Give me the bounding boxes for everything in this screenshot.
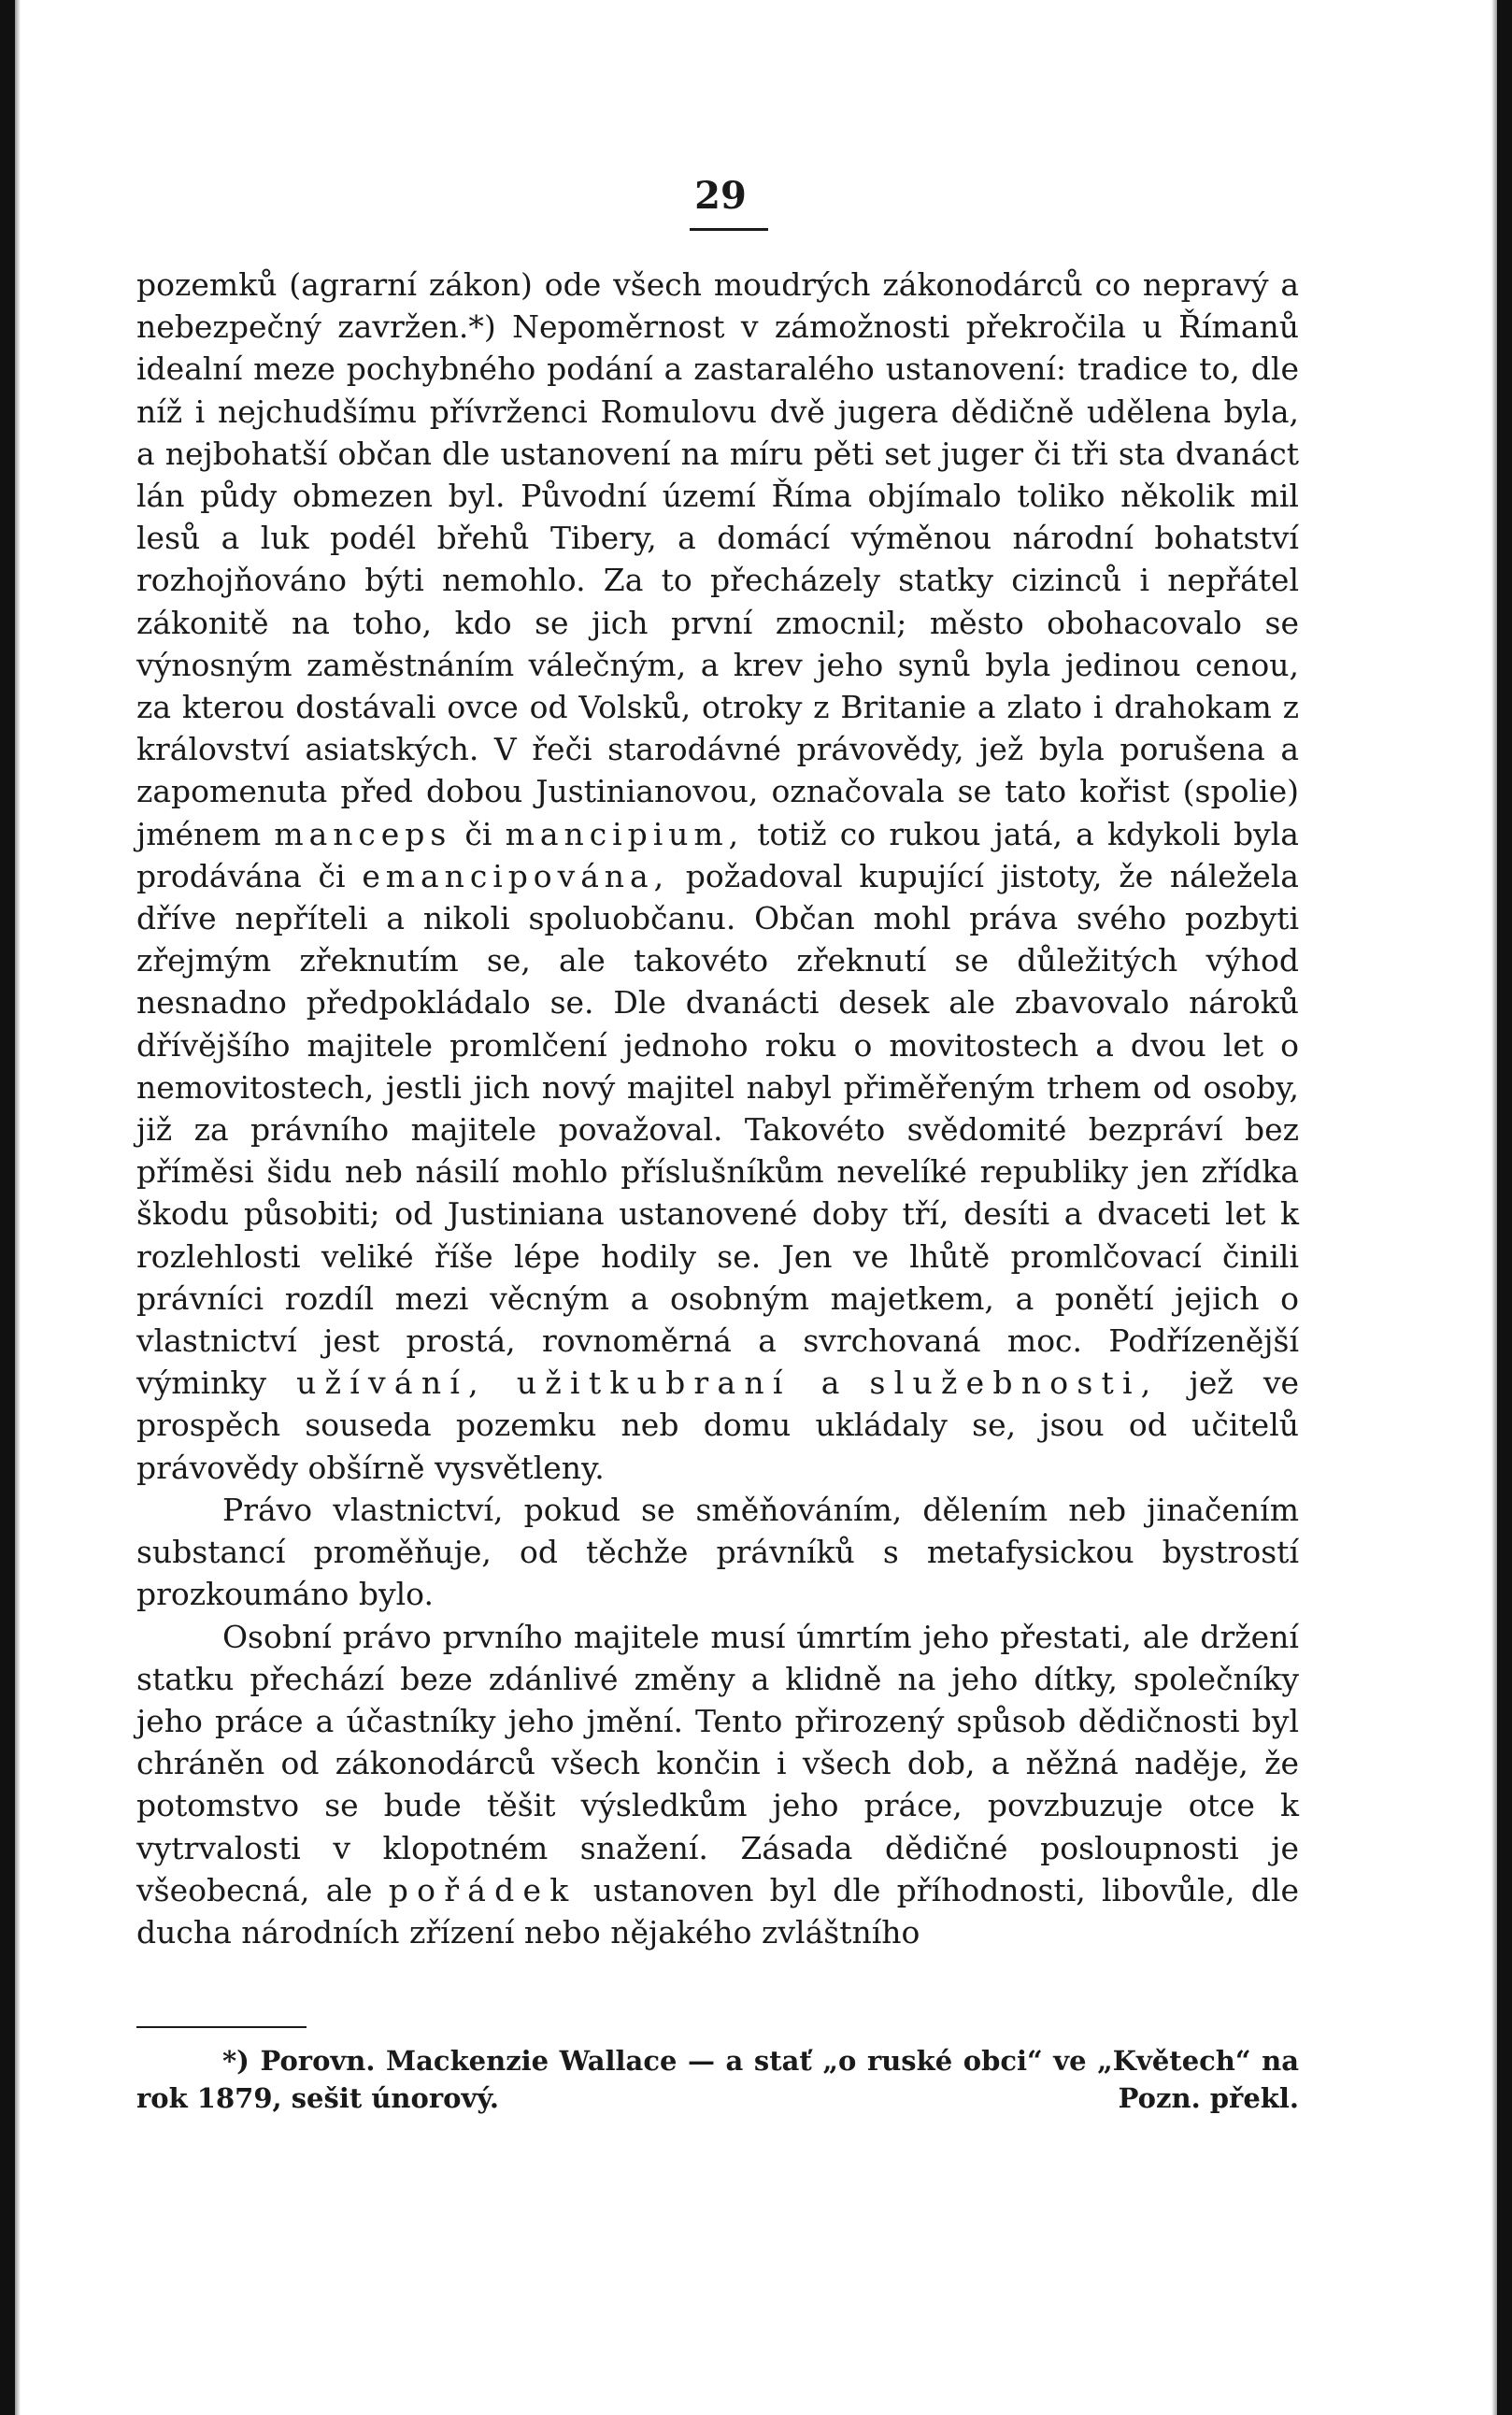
footnote-signature: Pozn. překl. xyxy=(1118,2082,1299,2114)
paragraph-3 xyxy=(136,1616,1299,1954)
footnote xyxy=(136,2042,1299,2117)
page-left-shadow xyxy=(15,0,21,2415)
paragraph-1 xyxy=(136,264,1299,1489)
term-sluzebnosti: služebnosti, xyxy=(869,1365,1160,1402)
paragraph-1-text-c: požadoval kupující jistoty, že náležela dříve nepříteli a nikoli spoluobčanu. Občan mohl práva svého pozbyti zřejmým zřeknutím se, ale takovéto zřeknutí se důležitých výhod nesnadno předpokládalo se. Dle dvanácti desek ale zbavovalo nároků dřívějšího majitele promlčení jednoho roku o movitostech a dvou let o nemovitostech, jestli jich nový majitel nabyl přiměřeným trhem od osoby, již za právního majitele považoval. Takovéto svědomité bezpráví bez příměsi šidu neb násilí mohlo příslušníkům nevelíké republiky jen zřídka škodu působiti; od Justiniana ustanovené doby tří, desíti a dvaceti let k rozlehlosti veliké říše lépe hodily se. Jen ve lhůtě promlčovací činili právníci rozdíl mezi věcným a osobným majetkem, a ponětí jejich o vlastnictví jest prostá, rovnoměrná a svrchovaná moc. Podřízenější výminky xyxy=(136,857,1299,1402)
paragraph-1-conj: či xyxy=(464,815,492,852)
term-manceps: manceps xyxy=(274,815,452,852)
page-right-border xyxy=(1497,0,1512,2415)
paragraph-1-and: a xyxy=(820,1365,840,1402)
term-uzitkubrani: užitkubraní xyxy=(516,1365,792,1402)
term-emancipovana: emancipována, xyxy=(362,857,670,894)
term-uzivani: užívání, xyxy=(296,1365,487,1402)
footnote-separator xyxy=(136,2026,307,2028)
footnote-text: *) Porovn. Mackenzie Wallace — a stať „o ruské obci“ ve „Květech“ na rok 1879, sešit únorový. xyxy=(136,2045,1299,2114)
paragraph-3-text-b: ustanoven byl dle příhodnosti, libovůle, dle ducha národních zřízení nebo nějakého zvláštního xyxy=(136,1871,1299,1951)
term-mancipium: mancipium, xyxy=(505,815,745,852)
page-right-shadow xyxy=(1491,0,1497,2415)
page-number-underline xyxy=(690,228,768,231)
paragraph-1-text-b: totiž co rukou jatá, a kdykoli byla prodávána či xyxy=(136,815,1299,894)
page-left-border xyxy=(0,0,15,2415)
paragraph-1-text-d: jež ve prospěch souseda pozemku neb domu ukládaly se, jsou od učitelů právovědy obšírně vysvětleny. xyxy=(136,1365,1299,1486)
paragraph-3-text-a: Osobní právo prvního majitele musí úmrtím jeho přestati, ale držení statku přechází beze zdánlivé změny a klidně na jeho dítky, společníky jeho práce a účastníky jeho jmění. Tento přirozený spůsob dědičnosti byl chráněn od zákonodárců všech končin i všech dob, a něžná naděje, že potomstvo se bude těšit výsledkům jeho práce, povzbuzuje otce k vytrvalosti v klopotném snažení. Zásada dědičné posloupnosti je všeobecná, ale xyxy=(136,1618,1299,1908)
main-text xyxy=(136,264,1299,1953)
paragraph-1-text: pozemků (agrarní zákon) ode všech moudrých zákonodárců co nepravý a nebezpečný zavržen.*) Nepoměrnost v zámožnosti překročila u Římanů idealní meze pochybného podání a zastaralého ustanovení: tradice to, dle níž i nejchudšímu přívrženci Romulovu dvě jugera dědičně udělena byla, a nejbohatší občan dle ustanovení na míru pěti set juger či tři sta dvanáct lán půdy obmezen byl. Původní území Říma objímalo toliko několik mil lesů a luk podél břehů Tibery, a domácí výměnou národní bohatství rozhojňováno býti nemohlo. Za to přecházely statky cizinců i nepřátel zákonitě na toho, kdo se jich první zmocnil; město obohacovalo se výnosným zaměstnáním válečným, a krev jeho synů byla jedinou cenou, za kterou dostávali ovce od Volsků, otroky z Britanie a zlato i drahokam z království asiatských. V řeči starodávné právovědy, jež byla porušena a zapomenuta před dobou Justinianovou, označovala se tato kořist (spolie) jménem xyxy=(136,266,1299,852)
paragraph-2: Právo vlastnictví, pokud se směňováním, dělením neb jinačením substancí proměňuje, od těchže právníků s metafysickou bystrostí prozkoumáno bylo. xyxy=(136,1491,1299,1613)
term-poradek: pořádek xyxy=(388,1871,578,1908)
page-number: 29 xyxy=(694,174,747,218)
